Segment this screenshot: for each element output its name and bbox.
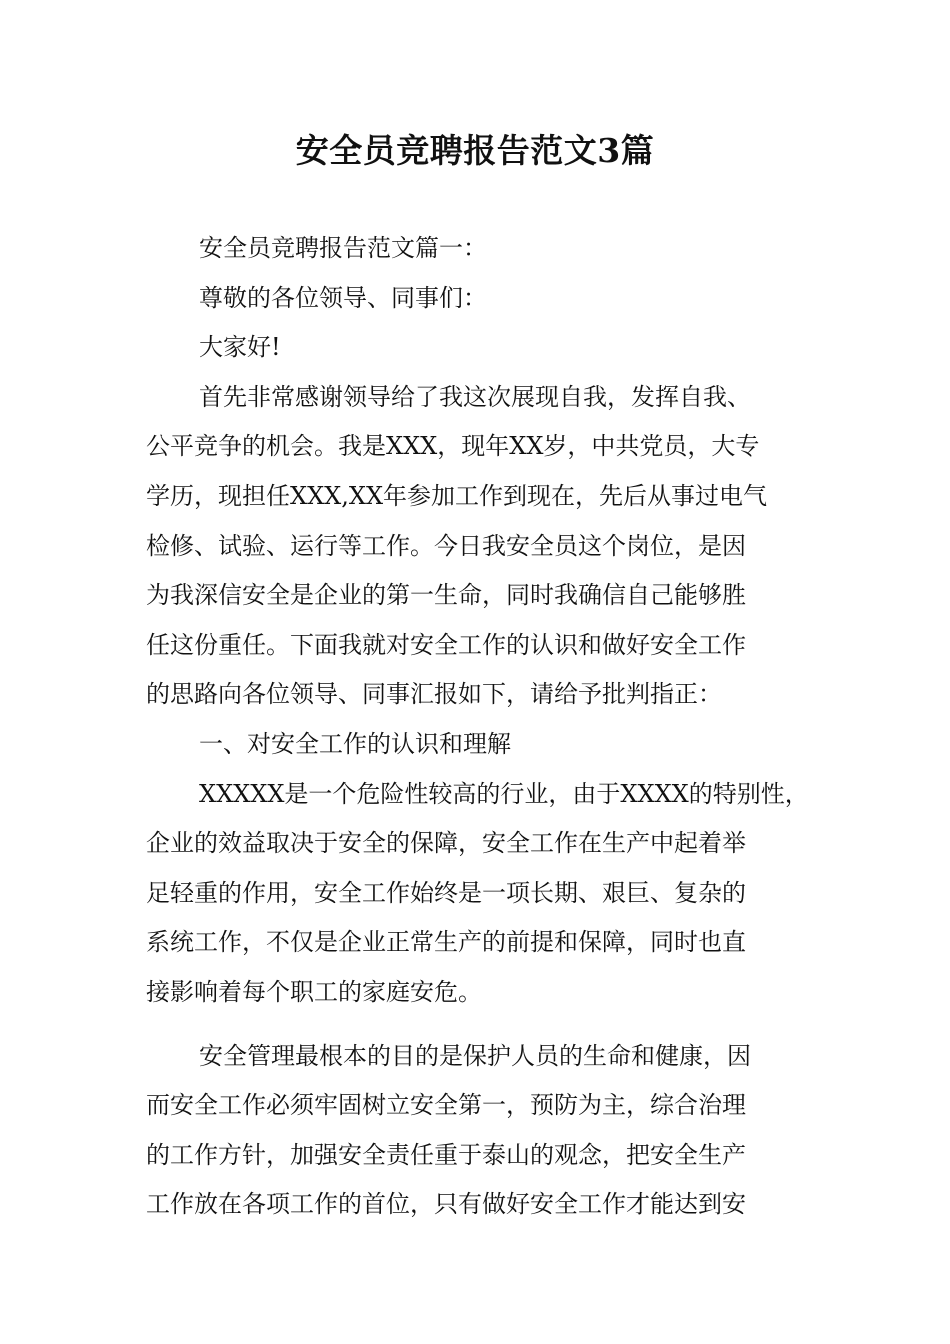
paragraph-line: 公平竞争的机会。我是XXX，现年XX岁，中共党员，大专 (146, 432, 760, 461)
paragraph-line: 的思路向各位领导、同事汇报如下，请给予批判指正： (146, 680, 722, 709)
greeting: 大家好! (199, 333, 281, 362)
paragraph-line: 任这份重任。下面我就对安全工作的认识和做好安全工作 (146, 630, 746, 659)
paragraph-line: XXXXX是一个危险性较高的行业，由于XXXX的特别性， (199, 779, 809, 808)
paragraph-gap (146, 1018, 836, 1032)
paragraph-line: 的工作方针，加强安全责任重于泰山的观念，把安全生产 (146, 1140, 746, 1169)
salutation: 尊敬的各位领导、同事们： (199, 283, 487, 312)
paragraph-line: 学历，现担任XXX,XX年参加工作到现在，先后从事过电气 (146, 481, 768, 510)
paragraph-line: 接影响着每个职工的家庭安危。 (146, 977, 482, 1006)
paragraph-line: 企业的效益取决于安全的保障，安全工作在生产中起着举 (146, 829, 746, 858)
paragraph-line: 足轻重的作用，安全工作始终是一项长期、艰巨、复杂的 (146, 878, 746, 907)
paragraph-line: 而安全工作必须牢固树立安全第一，预防为主，综合治理 (146, 1091, 746, 1120)
paragraph-line: 首先非常感谢领导给了我这次展现自我，发挥自我、 (199, 382, 751, 411)
document-body (146, 224, 836, 1230)
document-title: 安全员竞聘报告范文3篇 (295, 131, 655, 170)
paragraph-line: 检修、试验、运行等工作。今日我安全员这个岗位，是因 (146, 531, 746, 560)
subsection-heading: 一、对安全工作的认识和理解 (199, 729, 511, 758)
paragraph-line: 系统工作，不仅是企业正常生产的前提和保障，同时也直 (146, 928, 746, 957)
paragraph-line: 工作放在各项工作的首位，只有做好安全工作才能达到安 (146, 1190, 746, 1219)
section-heading: 安全员竞聘报告范文篇一： (199, 234, 487, 262)
paragraph-line: 安全管理最根本的目的是保护人员的生命和健康，因 (199, 1041, 751, 1070)
paragraph-line: 为我深信安全是企业的第一生命，同时我确信自己能够胜 (146, 581, 746, 610)
